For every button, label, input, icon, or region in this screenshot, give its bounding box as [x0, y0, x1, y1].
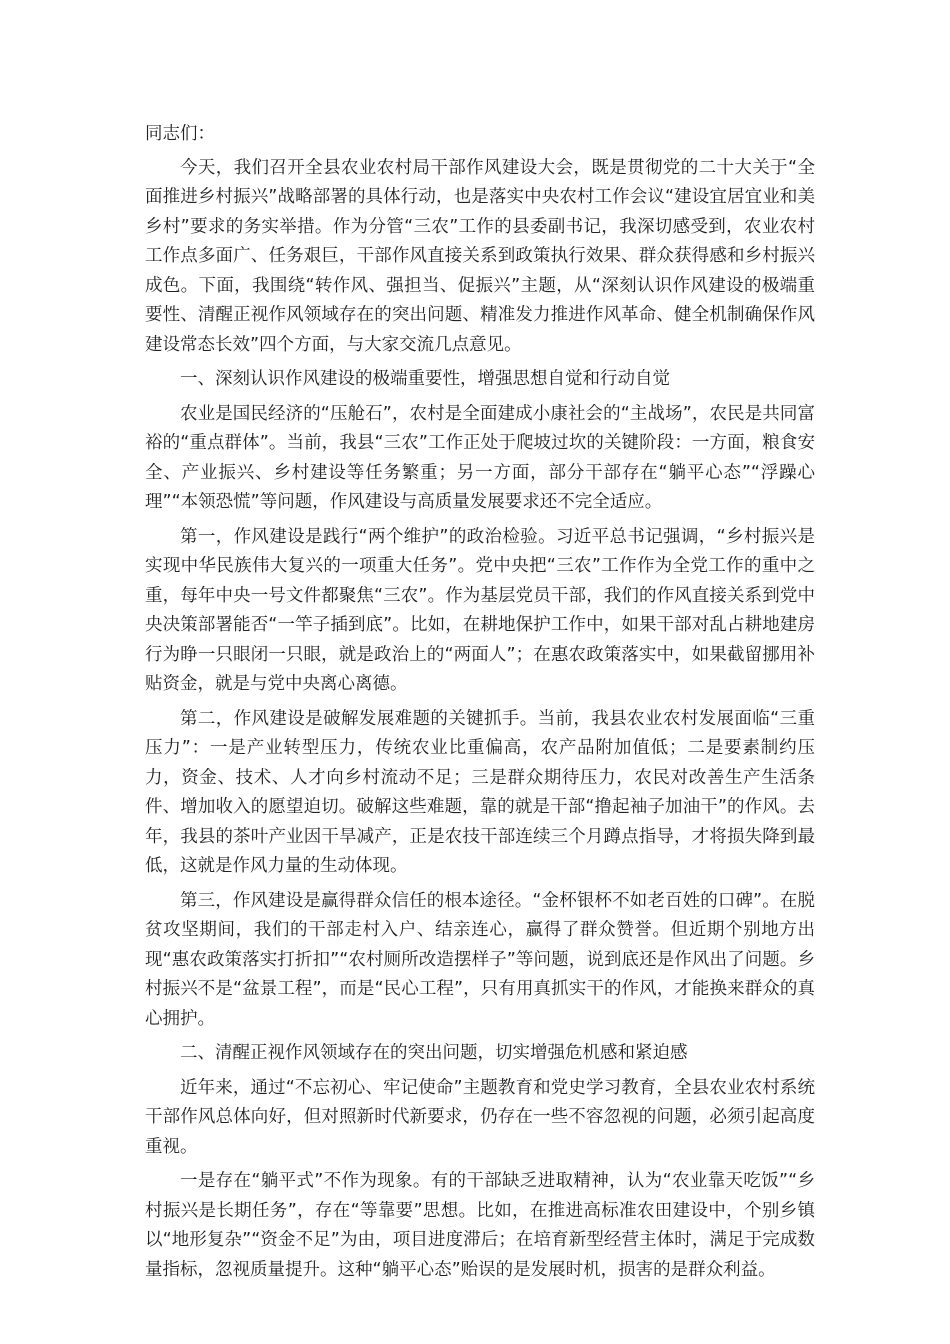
paragraph-point-2: 第二，作风建设是破解发展难题的关键抓手。当前，我县农业农村发展面临“三重压力”：一是产业转型压力，传统农业比重偏高，农产品附加值低；二是要素制约压力，资金、技术、人才向乡村流动不足；三是群众期待压力，农民对改善生产生活条件、增加收入的愿望迫切。破解这些难题，靠的就是干部“撸起袖子加油干”的作风。去年，我县的茶叶产业因干旱减产，正是农技干部连续三个月蹲点指导，才将损失降到最低，这就是作风力量的生动体现。	[145, 708, 815, 876]
salutation: 同志们：	[145, 124, 215, 144]
document-page	[145, 120, 815, 1290]
section-heading-1: 一、深刻认识作风建设的极端重要性，增强思想自觉和行动自觉	[180, 369, 670, 389]
paragraph-intro: 今天，我们召开全县农业农村局干部作风建设大会，既是贯彻党的二十大关于“全面推进乡村振兴”战略部署的具体行动，也是落实中央农村工作会议“建设宜居宜业和美乡村”要求的务实举措。作为分管“三农”工作的县委副书记，我深切感受到，农业农村工作点多面广、任务艰巨，干部作风直接关系到政策执行效果、群众获得感和乡村振兴成色。下面，我围绕“转作风、强担当、促振兴”主题，从“深刻认识作风建设的极端重要性、清醒正视作风领域存在的突出问题、精准发力推进作风革命、健全机制确保作风建设常态长效”四个方面，与大家交流几点意见。	[145, 157, 815, 355]
paragraph-point-1: 第一，作风建设是践行“两个维护”的政治检验。习近平总书记强调，“乡村振兴是实现中华民族伟大复兴的一项重大任务”。党中央把“三农”工作作为全党工作的重中之重，每年中央一号文件都聚焦“三农”。作为基层党员干部，我们的作风直接关系到党中央决策部署能否“一竿子插到底”。比如，在耕地保护工作中，如果干部对乱占耕地建房行为睁一只眼闭一只眼，就是政治上的“两面人”；在惠农政策落实中，如果截留挪用补贴资金，就是与党中央离心离德。	[145, 526, 815, 694]
paragraph-point-3: 第三，作风建设是赢得群众信任的根本途径。“金杯银杯不如老百姓的口碑”。在脱贫攻坚期间，我们的干部走村入户、结亲连心，赢得了群众赞誉。但近期个别地方出现“惠农政策落实打折扣”“农村厕所改造摆样子”等问题，说到底还是作风出了问题。乡村振兴不是“盆景工程”，而是“民心工程”，只有用真抓实干的作风，才能换来群众的真心拥护。	[145, 890, 815, 1029]
paragraph-overview: 近年来，通过“不忘初心、牢记使命”主题教育和党史学习教育，全县农业农村系统干部作风总体向好，但对照新时代新要求，仍存在一些不容忽视的问题，必须引起高度重视。	[145, 1077, 815, 1157]
paragraph-problem-1: 一是存在“躺平式”不作为现象。有的干部缺乏进取精神，认为“农业靠天吃饭”“乡村振兴是长期任务”，存在“等靠要”思想。比如，在推进高标准农田建设中，个别乡镇以“地形复杂”“资金不足”为由，项目进度滞后；在培育新型经营主体时，满足于完成数量指标，忽视质量提升。这种“躺平心态”贻误的是发展时机，损害的是群众利益。	[145, 1171, 815, 1280]
paragraph-background: 农业是国民经济的“压舱石”，农村是全面建成小康社会的“主战场”，农民是共同富裕的“重点群体”。当前，我县“三农”工作正处于爬坡过坎的关键阶段：一方面，粮食安全、产业振兴、乡村建设等任务繁重；另一方面，部分干部存在“躺平心态”“浮躁心理”“本领恐慌”等问题，作风建设与高质量发展要求还不完全适应。	[145, 403, 815, 512]
section-heading-2: 二、清醒正视作风领域存在的突出问题，切实增强危机感和紧迫感	[180, 1043, 688, 1063]
